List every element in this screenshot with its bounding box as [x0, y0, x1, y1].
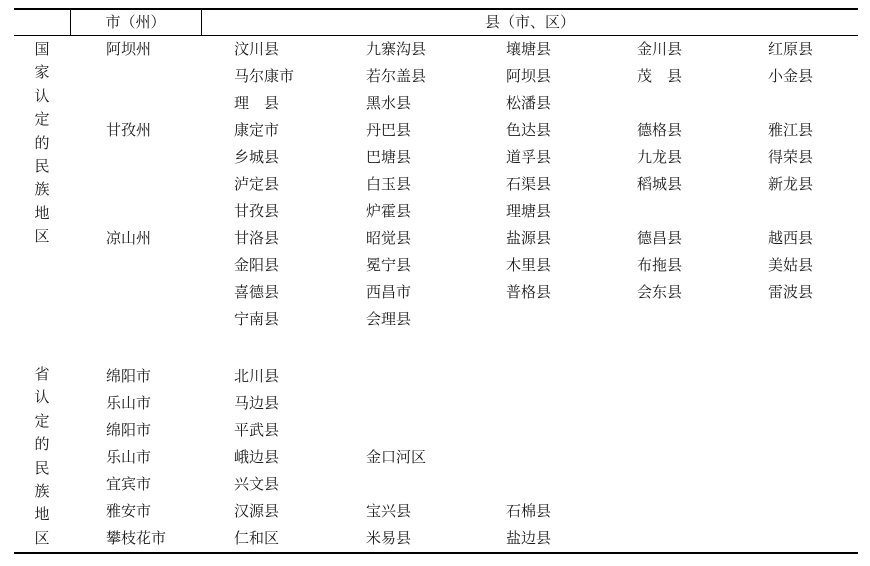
- table-row: [14, 471, 858, 498]
- county-cell: 新龙县: [768, 175, 814, 193]
- county-cell: 兴文县: [234, 475, 280, 493]
- county-cell: 黑水县: [366, 94, 412, 112]
- table-row: [14, 525, 858, 552]
- table-row: [14, 306, 858, 333]
- table-row: [14, 225, 858, 252]
- county-cell: 泸定县: [234, 175, 280, 193]
- group-label-char: 族: [34, 180, 50, 199]
- county-cell: 炉霍县: [366, 202, 412, 220]
- header-county: 县（市、区）: [484, 13, 575, 31]
- county-cell: 喜德县: [234, 283, 280, 301]
- table-top-rule: [14, 8, 858, 10]
- table-row: [14, 90, 858, 117]
- group-label-char: 认: [34, 388, 50, 407]
- county-cell: 理塘县: [506, 202, 552, 220]
- table-row: [14, 171, 858, 198]
- county-cell: 色达县: [506, 121, 552, 139]
- county-cell: 阿坝县: [506, 67, 552, 85]
- city-cell: 甘孜州: [106, 121, 152, 139]
- group-label-char: 家: [34, 63, 50, 82]
- county-cell: 仁和区: [234, 529, 280, 547]
- county-cell: 昭觉县: [366, 229, 412, 247]
- table-row: [14, 363, 858, 390]
- table-row: [14, 198, 858, 225]
- county-cell: 冕宁县: [366, 256, 412, 274]
- group-label-char: 定: [34, 411, 50, 430]
- county-cell: 会东县: [637, 283, 683, 301]
- group-label-char: 民: [34, 458, 50, 477]
- table-row: [14, 498, 858, 525]
- county-cell: 雅江县: [768, 121, 814, 139]
- group-label-char: 民: [34, 157, 50, 176]
- group-label-char: 区: [34, 528, 50, 547]
- county-cell: 汉源县: [234, 502, 280, 520]
- group-label-char: 省: [34, 365, 50, 383]
- county-cell: 红原县: [768, 40, 814, 58]
- city-cell: 攀枝花市: [106, 529, 167, 547]
- county-cell: 小金县: [768, 67, 814, 85]
- county-cell: 松潘县: [506, 94, 552, 112]
- table-row: [14, 63, 858, 90]
- county-cell: 九龙县: [637, 148, 683, 166]
- county-cell: 稻城县: [637, 175, 683, 193]
- county-cell: 布拖县: [637, 256, 683, 274]
- county-cell: 若尔盖县: [366, 67, 427, 85]
- county-cell: 金川县: [637, 40, 683, 58]
- table-row: [14, 417, 858, 444]
- county-cell: 米易县: [366, 529, 412, 547]
- county-cell: 白玉县: [366, 175, 412, 193]
- county-cell: 道孚县: [506, 148, 552, 166]
- county-cell: 德昌县: [637, 229, 683, 247]
- table-row: [14, 117, 858, 144]
- header-city: 市（州）: [105, 13, 166, 31]
- county-cell: 普格县: [506, 283, 552, 301]
- county-cell: 美姑县: [768, 256, 814, 274]
- group-label-char: 认: [34, 86, 50, 105]
- county-cell: 康定市: [234, 121, 280, 139]
- county-cell: 盐边县: [506, 529, 552, 547]
- county-cell: 汶川县: [234, 40, 280, 58]
- city-cell: 绵阳市: [106, 367, 152, 385]
- county-cell: 雷波县: [768, 283, 814, 301]
- table-row: [14, 279, 858, 306]
- city-cell: 雅安市: [106, 502, 152, 520]
- county-cell: 宁南县: [234, 310, 280, 328]
- table-row: [14, 390, 858, 417]
- county-cell: 西昌市: [366, 283, 412, 301]
- county-cell: 平武县: [234, 421, 280, 439]
- county-cell: 甘洛县: [234, 229, 280, 247]
- city-cell: 绵阳市: [106, 421, 152, 439]
- group-label-char: 的: [34, 133, 50, 152]
- group-label-char: 定: [34, 110, 50, 129]
- county-cell: 石棉县: [506, 502, 552, 520]
- county-cell: 壤塘县: [506, 40, 552, 58]
- city-cell: 乐山市: [106, 394, 152, 412]
- county-cell: 甘孜县: [234, 202, 280, 220]
- county-cell: 峨边县: [234, 448, 280, 466]
- group-label-char: 地: [34, 505, 50, 524]
- city-cell: 宜宾市: [106, 475, 152, 493]
- county-cell: 乡城县: [234, 148, 280, 166]
- group-label-char: 国: [34, 40, 50, 58]
- group-label-char: 区: [34, 227, 50, 246]
- county-cell: 宝兴县: [366, 502, 412, 520]
- table-row: [14, 144, 858, 171]
- county-cell: 越西县: [768, 229, 814, 247]
- county-cell: 九寨沟县: [366, 40, 427, 58]
- county-cell: 盐源县: [506, 229, 552, 247]
- county-cell: 德格县: [637, 121, 683, 139]
- group-label-char: 族: [34, 482, 50, 501]
- county-cell: 金口河区: [366, 448, 427, 466]
- county-cell: 木里县: [506, 256, 552, 274]
- table-row: [14, 36, 858, 63]
- county-cell: 茂 县: [637, 67, 683, 85]
- table-row: [14, 252, 858, 279]
- group-label-char: 地: [34, 203, 50, 222]
- county-cell: 北川县: [234, 367, 280, 385]
- county-cell: 丹巴县: [366, 121, 412, 139]
- county-cell: 马尔康市: [234, 67, 295, 85]
- city-cell: 阿坝州: [106, 40, 152, 58]
- county-cell: 马边县: [234, 394, 280, 412]
- county-cell: 石渠县: [506, 175, 552, 193]
- table-bottom-rule: [14, 552, 858, 554]
- county-cell: 理 县: [234, 94, 280, 112]
- county-cell: 巴塘县: [366, 148, 412, 166]
- group-label-char: 的: [34, 435, 50, 454]
- county-cell: 得荣县: [768, 148, 814, 166]
- city-cell: 凉山州: [106, 229, 152, 247]
- city-cell: 乐山市: [106, 448, 152, 466]
- county-cell: 金阳县: [234, 256, 280, 274]
- ethnic-regions-table: [14, 8, 858, 554]
- table-row: [14, 444, 858, 471]
- county-cell: 会理县: [366, 310, 412, 328]
